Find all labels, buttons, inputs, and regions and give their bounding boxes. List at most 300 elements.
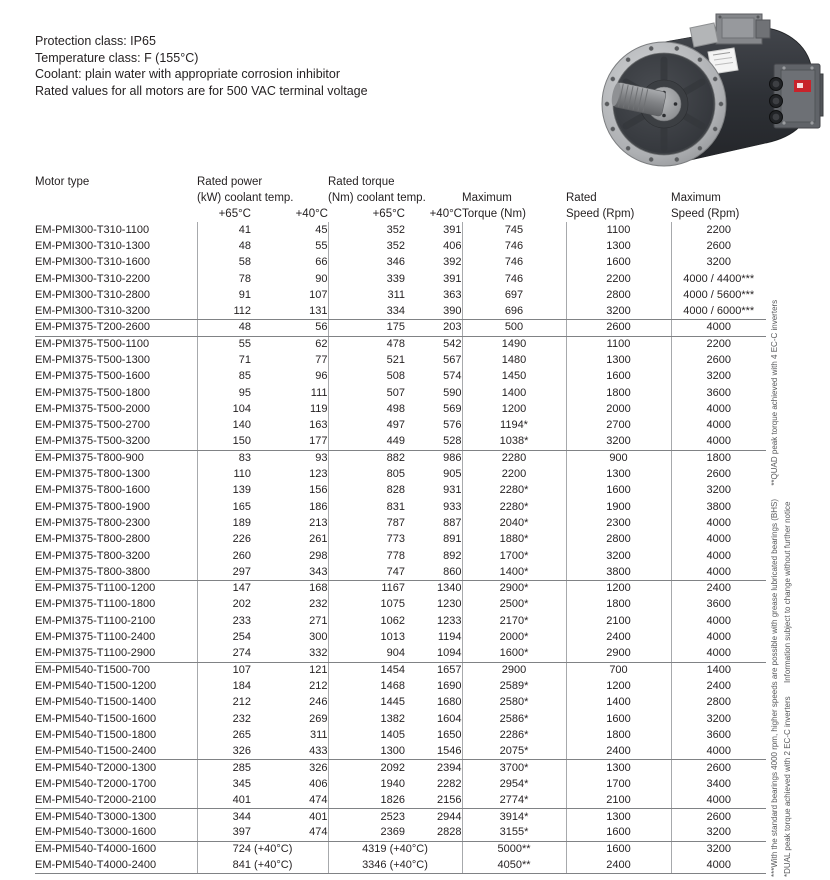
value-cell: 2075* — [462, 744, 566, 760]
value-cell: 1600 — [566, 841, 671, 857]
header-max-torque-2: Torque (Nm) — [462, 208, 526, 220]
motor-type-cell: EM-PMI540-T3000-1300 — [35, 810, 157, 823]
header-power-65: +65°C — [218, 208, 251, 220]
motor-type-cell: EM-PMI375-T1100-2100 — [35, 614, 156, 627]
value-cell: 905 — [443, 468, 462, 481]
motor-illustration — [598, 8, 826, 170]
value-cell: 175 — [328, 320, 405, 336]
value-cell: 326 — [309, 761, 328, 774]
motor-type-cell: EM-PMI375-T500-1100 — [35, 337, 150, 350]
motor-type-cell: EM-PMI375-T800-1900 — [35, 500, 150, 513]
value-cell: 3400 — [671, 776, 766, 792]
value-cell: 1445 — [328, 695, 405, 711]
note-coolant: Coolant: plain water with appropriate corrosion inhibitor — [35, 67, 341, 81]
value-cell: 78 — [197, 271, 251, 287]
motor-type-cell: EM-PMI540-T1500-2400 — [35, 744, 197, 760]
value-cell: 569 — [443, 402, 462, 415]
value-cell: 131 — [251, 303, 328, 319]
value-cell: 390 — [405, 303, 462, 319]
value-cell: 212 — [309, 679, 328, 692]
spec-table-container — [35, 174, 766, 874]
value-cell: 497 — [328, 418, 405, 434]
value-cell: 85 — [197, 369, 251, 385]
value-cell: 2600 — [671, 809, 766, 825]
value-cell: 1650 — [437, 728, 462, 741]
motor-type-cell: EM-PMI540-T4000-1600 — [35, 843, 157, 856]
motor-type-cell: EM-PMI540-T1500-1200 — [35, 679, 157, 692]
value-cell: 107 — [197, 662, 251, 678]
value-cell: 4000 — [671, 629, 766, 645]
motor-type-cell: EM-PMI540-T2000-1300 — [35, 761, 157, 774]
value-cell: 339 — [328, 271, 405, 287]
motor-type-cell: EM-PMI375-T1100-2400 — [35, 631, 156, 644]
motor-type-cell: EM-PMI375-T1100-1200 — [35, 582, 156, 595]
table-row — [35, 401, 766, 417]
value-cell: 4000 / 4400*** — [671, 271, 766, 287]
value-cell: 1546 — [405, 744, 462, 760]
header-max-speed-1: Maximum — [671, 192, 721, 204]
value-cell: 500 — [462, 320, 566, 336]
value-cell: 298 — [309, 549, 328, 562]
value-cell: 2600 — [671, 760, 766, 776]
value-cell: 285 — [197, 760, 251, 776]
value-cell: 4050** — [462, 858, 566, 874]
value-cell: 590 — [443, 386, 462, 399]
value-cell: 2700 — [566, 418, 671, 434]
value-cell: 933 — [443, 500, 462, 513]
value-cell: 4000 / 6000*** — [671, 303, 766, 319]
value-cell: 2589* — [462, 678, 566, 694]
value-cell: 177 — [251, 434, 328, 450]
value-cell: 2523 — [328, 809, 405, 825]
value-cell: 1300 — [566, 760, 671, 776]
value-cell: 2100 — [566, 792, 671, 808]
header-rated-speed-1: Rated — [566, 192, 597, 204]
table-row — [35, 597, 766, 613]
value-cell: 2200 — [671, 222, 766, 238]
value-cell: 4000 / 5600*** — [671, 287, 766, 303]
value-cell: 4000 — [671, 515, 766, 531]
value-cell: 3600 — [671, 385, 766, 401]
motor-type-cell: EM-PMI300-T310-2800 — [35, 288, 150, 301]
motor-type-cell: EM-PMI375-T800-3800 — [35, 564, 197, 580]
value-cell: 1094 — [405, 646, 462, 662]
value-cell: 4319 (+40°C) — [328, 841, 462, 857]
motor-type-cell: EM-PMI375-T800-2800 — [35, 533, 150, 546]
value-cell: 55 — [315, 239, 328, 252]
header-torque-65: +65°C — [372, 208, 405, 220]
value-cell: 1233 — [437, 614, 462, 627]
motor-type-cell: EM-PMI375-T200-2600 — [35, 320, 197, 336]
header-torque-unit: (Nm) coolant temp. — [328, 192, 426, 204]
table-row — [35, 238, 766, 254]
value-cell: 4000 — [671, 646, 766, 662]
value-cell: 2040* — [462, 515, 566, 531]
table-row — [35, 841, 766, 857]
value-cell: 2944 — [437, 810, 462, 823]
value-cell: 1194 — [437, 631, 462, 644]
value-cell: 891 — [443, 533, 462, 546]
value-cell: 1450 — [462, 369, 566, 385]
value-cell: 254 — [197, 629, 251, 645]
value-cell: 697 — [462, 287, 566, 303]
note-protection-class: Protection class: IP65 — [35, 34, 156, 48]
value-cell: 3700* — [462, 760, 566, 776]
table-row — [35, 320, 766, 336]
value-cell: 212 — [197, 695, 251, 711]
table-row — [35, 515, 766, 531]
value-cell: 478 — [328, 336, 405, 352]
value-cell: 2000 — [566, 401, 671, 417]
value-cell: 4000 — [671, 401, 766, 417]
value-cell: 2200 — [462, 466, 566, 482]
value-cell: 1600 — [566, 483, 671, 499]
motor-type-cell: EM-PMI540-T1500-1600 — [35, 712, 157, 725]
value-cell: 91 — [197, 287, 251, 303]
table-row — [35, 450, 766, 466]
table-row — [35, 711, 766, 727]
table-row — [35, 287, 766, 303]
value-cell: 71 — [197, 352, 251, 368]
value-cell: 55 — [197, 336, 251, 352]
header-power-unit: (kW) coolant temp. — [197, 192, 294, 204]
value-cell: 900 — [566, 450, 671, 466]
value-cell: 3200 — [671, 841, 766, 857]
value-cell: 202 — [197, 597, 251, 613]
value-cell: 344 — [197, 809, 251, 825]
value-cell: 334 — [328, 303, 405, 319]
value-cell: 261 — [309, 533, 328, 546]
value-cell: 352 — [328, 238, 405, 254]
motor-photo — [598, 8, 826, 170]
value-cell: 574 — [443, 370, 462, 383]
value-cell: 1454 — [328, 662, 405, 678]
value-cell: 1826 — [328, 792, 405, 808]
value-cell: 746 — [462, 238, 566, 254]
value-cell: 163 — [309, 419, 328, 432]
value-cell: 4000 — [671, 434, 766, 450]
table-row — [35, 385, 766, 401]
footnote-bearings: ***With the standard bearings 4000 rpm, higher speeds are possible with grease lubricated bearings (BHS) **QUAD peak torque achieved with 4 EC-C inverters — [770, 299, 779, 877]
value-cell: 119 — [309, 402, 328, 415]
value-cell: 2400 — [566, 858, 671, 874]
value-cell: 1200 — [566, 678, 671, 694]
value-cell: 747 — [328, 564, 405, 580]
value-cell: 95 — [197, 385, 251, 401]
value-cell: 567 — [443, 354, 462, 367]
value-cell: 1230 — [437, 598, 462, 611]
value-cell: 93 — [315, 452, 328, 465]
value-cell: 887 — [443, 516, 462, 529]
value-cell: 1194* — [462, 418, 566, 434]
value-cell: 66 — [315, 256, 328, 269]
value-cell: 1200 — [566, 581, 671, 597]
value-cell: 4000 — [671, 792, 766, 808]
motor-type-cell: EM-PMI540-T1500-1800 — [35, 728, 157, 741]
value-cell: 1900 — [566, 499, 671, 515]
value-cell: 4000 — [671, 548, 766, 564]
value-cell: 189 — [197, 515, 251, 531]
header-rated-torque: Rated torque — [328, 176, 395, 188]
value-cell: 1800 — [566, 727, 671, 743]
value-cell: 1480 — [462, 352, 566, 368]
table-row — [35, 744, 766, 760]
value-cell: 392 — [443, 256, 462, 269]
table-row — [35, 483, 766, 499]
value-cell: 2800 — [566, 287, 671, 303]
table-row — [35, 581, 766, 597]
value-cell: 787 — [328, 515, 405, 531]
motor-type-cell: EM-PMI540-T2000-2100 — [35, 792, 197, 808]
value-cell: 147 — [197, 581, 251, 597]
value-cell: 1400* — [462, 564, 566, 580]
value-cell: 2100 — [566, 613, 671, 629]
value-cell: 1400 — [671, 662, 766, 678]
value-cell: 3200 — [566, 303, 671, 319]
value-cell: 1490 — [462, 336, 566, 352]
value-cell: 260 — [197, 548, 251, 564]
value-cell: 831 — [328, 499, 405, 515]
value-cell: 1600 — [566, 711, 671, 727]
value-cell: 48 — [197, 238, 251, 254]
table-row — [35, 271, 766, 287]
value-cell: 121 — [309, 663, 328, 676]
value-cell: 1690 — [437, 679, 462, 692]
junction-box — [716, 14, 770, 44]
value-cell: 363 — [443, 288, 462, 301]
value-cell: 56 — [251, 320, 328, 336]
value-cell: 449 — [328, 434, 405, 450]
value-cell: 4000 — [671, 564, 766, 580]
motor-type-cell: EM-PMI300-T310-2200 — [35, 272, 150, 285]
motor-type-cell: EM-PMI300-T310-1300 — [35, 239, 150, 252]
motor-type-cell: EM-PMI540-T3000-1600 — [35, 825, 197, 841]
value-cell: 3600 — [671, 597, 766, 613]
table-row — [35, 352, 766, 368]
value-cell: 2774* — [462, 792, 566, 808]
value-cell: 1600* — [462, 646, 566, 662]
value-cell: 2600 — [671, 238, 766, 254]
value-cell: 2900 — [566, 646, 671, 662]
value-cell: 1680 — [437, 696, 462, 709]
value-cell: 1600 — [566, 825, 671, 841]
header-rated-power: Rated power — [197, 176, 263, 188]
header-max-speed-2: Speed (Rpm) — [671, 208, 740, 220]
value-cell: 4000 — [671, 418, 766, 434]
value-cell: 406 — [443, 239, 462, 252]
value-cell: 2200 — [566, 271, 671, 287]
table-row — [35, 466, 766, 482]
value-cell: 112 — [197, 303, 251, 319]
table-row — [35, 792, 766, 808]
value-cell: 58 — [197, 255, 251, 271]
value-cell: 1400 — [566, 695, 671, 711]
value-cell: 2400 — [671, 581, 766, 597]
table-row — [35, 858, 766, 874]
value-cell: 2286* — [462, 727, 566, 743]
motor-type-cell: EM-PMI375-T800-1600 — [35, 484, 150, 497]
value-cell: 3200 — [671, 711, 766, 727]
value-cell: 3200 — [671, 369, 766, 385]
table-row — [35, 760, 766, 776]
value-cell: 77 — [315, 354, 328, 367]
header-max-torque-1: Maximum — [462, 192, 512, 204]
footnote-dual-inverters: *DUAL peak torque achieved with 2 EC-C inverters Information subject to change without further notice — [783, 501, 792, 877]
motor-type-cell: EM-PMI375-T1100-1800 — [35, 598, 156, 611]
value-cell: 2170* — [462, 613, 566, 629]
value-cell: 401 — [309, 810, 328, 823]
table-row — [35, 499, 766, 515]
table-row — [35, 369, 766, 385]
value-cell: 246 — [309, 696, 328, 709]
value-cell: 107 — [309, 288, 328, 301]
value-cell: 474 — [251, 825, 328, 841]
value-cell: 1600 — [566, 369, 671, 385]
value-cell: 433 — [251, 744, 328, 760]
value-cell: 1940 — [328, 776, 405, 792]
value-cell: 391 — [443, 223, 462, 236]
value-cell: 2280* — [462, 499, 566, 515]
value-cell: 2828 — [405, 825, 462, 841]
value-cell: 346 — [328, 255, 405, 271]
motor-type-cell: EM-PMI300-T310-1100 — [35, 223, 150, 236]
value-cell: 1800 — [566, 385, 671, 401]
motor-type-cell: EM-PMI375-T500-3200 — [35, 434, 197, 450]
value-cell: 401 — [197, 792, 251, 808]
value-cell: 2400 — [566, 629, 671, 645]
value-cell: 123 — [309, 468, 328, 481]
value-cell: 3200 — [671, 255, 766, 271]
motor-type-cell: EM-PMI540-T1500-1400 — [35, 696, 157, 709]
value-cell: 746 — [462, 255, 566, 271]
value-cell: 1300 — [328, 744, 405, 760]
value-cell: 1657 — [437, 663, 462, 676]
value-cell: 1300 — [566, 238, 671, 254]
motor-type-cell: EM-PMI300-T310-3200 — [35, 303, 197, 319]
value-cell: 3155* — [462, 825, 566, 841]
value-cell: 96 — [315, 370, 328, 383]
value-cell: 1700* — [462, 548, 566, 564]
value-cell: 1800 — [671, 450, 766, 466]
table-row — [35, 532, 766, 548]
value-cell: 2394 — [437, 761, 462, 774]
motor-type-cell: EM-PMI375-T800-2300 — [35, 516, 150, 529]
value-cell: 41 — [197, 222, 251, 238]
value-cell: 397 — [197, 825, 251, 841]
motor-type-cell: EM-PMI375-T800-1300 — [35, 468, 150, 481]
value-cell: 2200 — [671, 336, 766, 352]
value-cell: 3914* — [462, 809, 566, 825]
value-cell: 986 — [443, 452, 462, 465]
value-cell: 391 — [443, 272, 462, 285]
value-cell: 62 — [315, 337, 328, 350]
value-cell: 300 — [309, 631, 328, 644]
value-cell: 150 — [197, 434, 251, 450]
value-cell: 326 — [197, 744, 251, 760]
value-cell: 4000 — [671, 744, 766, 760]
value-cell: 3200 — [566, 548, 671, 564]
value-cell: 1100 — [566, 336, 671, 352]
table-row — [35, 303, 766, 319]
table-row — [35, 662, 766, 678]
value-cell: 542 — [443, 337, 462, 350]
value-cell: 4000 — [671, 532, 766, 548]
value-cell: 2586* — [462, 711, 566, 727]
value-cell: 3200 — [671, 483, 766, 499]
value-cell: 2400 — [671, 678, 766, 694]
value-cell: 203 — [405, 320, 462, 336]
value-cell: 226 — [197, 532, 251, 548]
motor-type-cell: EM-PMI375-T500-1300 — [35, 354, 150, 367]
value-cell: 2800 — [566, 532, 671, 548]
value-cell: 3800 — [566, 564, 671, 580]
value-cell: 724 (+40°C) — [197, 841, 328, 857]
value-cell: 3600 — [671, 727, 766, 743]
value-cell: 1880* — [462, 532, 566, 548]
note-temperature-class: Temperature class: F (155°C) — [35, 50, 199, 65]
value-cell: 882 — [328, 450, 405, 466]
value-cell: 1468 — [328, 678, 405, 694]
table-row — [35, 336, 766, 352]
value-cell: 90 — [315, 272, 328, 285]
motor-type-cell: EM-PMI375-T800-900 — [35, 452, 144, 465]
table-row — [35, 613, 766, 629]
value-cell: 828 — [328, 483, 405, 499]
value-cell: 213 — [309, 516, 328, 529]
value-cell: 232 — [197, 711, 251, 727]
value-cell: 2600 — [566, 320, 671, 336]
value-cell: 576 — [443, 419, 462, 432]
table-row — [35, 564, 766, 580]
value-cell: 2000* — [462, 629, 566, 645]
table-row — [35, 678, 766, 694]
value-cell: 311 — [328, 287, 405, 303]
value-cell: 1038* — [462, 434, 566, 450]
table-row — [35, 629, 766, 645]
value-cell: 2369 — [328, 825, 405, 841]
header-torque-40: +40°C — [429, 208, 462, 220]
value-cell: 104 — [197, 401, 251, 417]
value-cell: 1075 — [328, 597, 405, 613]
value-cell: 274 — [197, 646, 251, 662]
value-cell: 3800 — [671, 499, 766, 515]
value-cell: 1062 — [328, 613, 405, 629]
value-cell: 83 — [197, 450, 251, 466]
value-cell: 2500* — [462, 597, 566, 613]
value-cell: 5000** — [462, 841, 566, 857]
value-cell: 269 — [309, 712, 328, 725]
table-row — [35, 548, 766, 564]
value-cell: 2954* — [462, 776, 566, 792]
value-cell: 892 — [443, 549, 462, 562]
value-cell: 521 — [328, 352, 405, 368]
value-cell: 165 — [197, 499, 251, 515]
connector-box — [770, 64, 824, 128]
cable-glands — [770, 78, 783, 124]
value-cell: 745 — [462, 222, 566, 238]
header-power-40: +40°C — [295, 208, 328, 220]
value-cell: 168 — [309, 582, 328, 595]
value-cell: 1013 — [328, 629, 405, 645]
table-row — [35, 695, 766, 711]
value-cell: 1340 — [437, 582, 462, 595]
motor-type-cell: EM-PMI375-T1100-2900 — [35, 646, 197, 662]
value-cell: 110 — [197, 466, 251, 482]
table-row — [35, 809, 766, 825]
value-cell: 311 — [309, 728, 328, 741]
table-row — [35, 255, 766, 271]
value-cell: 1700 — [566, 776, 671, 792]
